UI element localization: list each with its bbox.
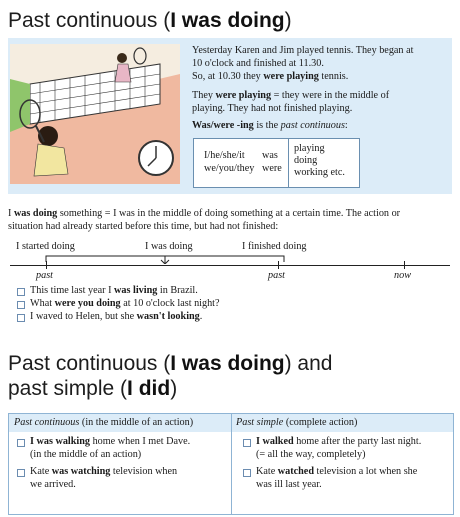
compare-left-item: I was walking home when I met Dave. [30, 436, 191, 447]
compare-right-note: (= all the way, completely) [256, 449, 366, 460]
timeline-tick [404, 261, 405, 269]
tennis-illustration [10, 44, 180, 184]
timeline-label-started: I started doing [16, 241, 75, 252]
timeline-axis [10, 265, 450, 266]
compare-left-item: Kate was watching television when [30, 466, 178, 477]
intro-line: 10 o'clock and finished at 11.30. [192, 58, 324, 69]
intro-line: playing. They had not finished playing. [192, 103, 353, 114]
compare-right-item: Kate watched television a lot when she [256, 466, 418, 477]
definition-line: I was doing something = I was in the middle of doing something at a certain time. The action or [8, 208, 401, 219]
timeline-label-finished: I finished doing [242, 241, 307, 252]
timeline-past-1: past [36, 270, 53, 281]
intro-line: So, at 10.30 they were playing tennis. [192, 71, 349, 82]
compare-left-cont: we arrived. [30, 479, 76, 490]
example-item: I waved to Helen, but she wasn't looking. [30, 311, 203, 322]
definition-line: situation had already started before this time, but had not finished: [8, 221, 279, 232]
timeline-past-2: past [268, 270, 285, 281]
example-item: This time last year I was living in Brazil. [30, 285, 198, 296]
compare-left-note: (in the middle of an action) [30, 449, 142, 460]
conjugation-table: I/he/she/it we/you/they was were playing doing working etc. [193, 138, 360, 188]
intro-line: They were playing = they were in the middle of [192, 90, 390, 101]
compare-left-title: Past continuous (in the middle of an action) [14, 417, 194, 428]
example-item: What were you doing at 10 o'clock last night? [30, 298, 220, 309]
compare-right-cont: was ill last year. [256, 479, 322, 490]
timeline-bracket [40, 252, 290, 264]
section-heading-2: past simple (I did) [8, 377, 178, 400]
intro-line: Was/were -ing is the past continuous: [192, 120, 348, 131]
section-heading-2: Past continuous (I was doing) and [8, 352, 333, 375]
timeline-label-was: I was doing [145, 241, 193, 252]
section-heading: Past continuous (I was doing) [8, 9, 292, 32]
intro-line: Yesterday Karen and Jim played tennis. They began at [192, 45, 414, 56]
compare-right-item: I walked home after the party last night. [256, 436, 422, 447]
compare-right-title: Past simple (complete action) [236, 417, 358, 428]
timeline-now: now [394, 270, 411, 281]
